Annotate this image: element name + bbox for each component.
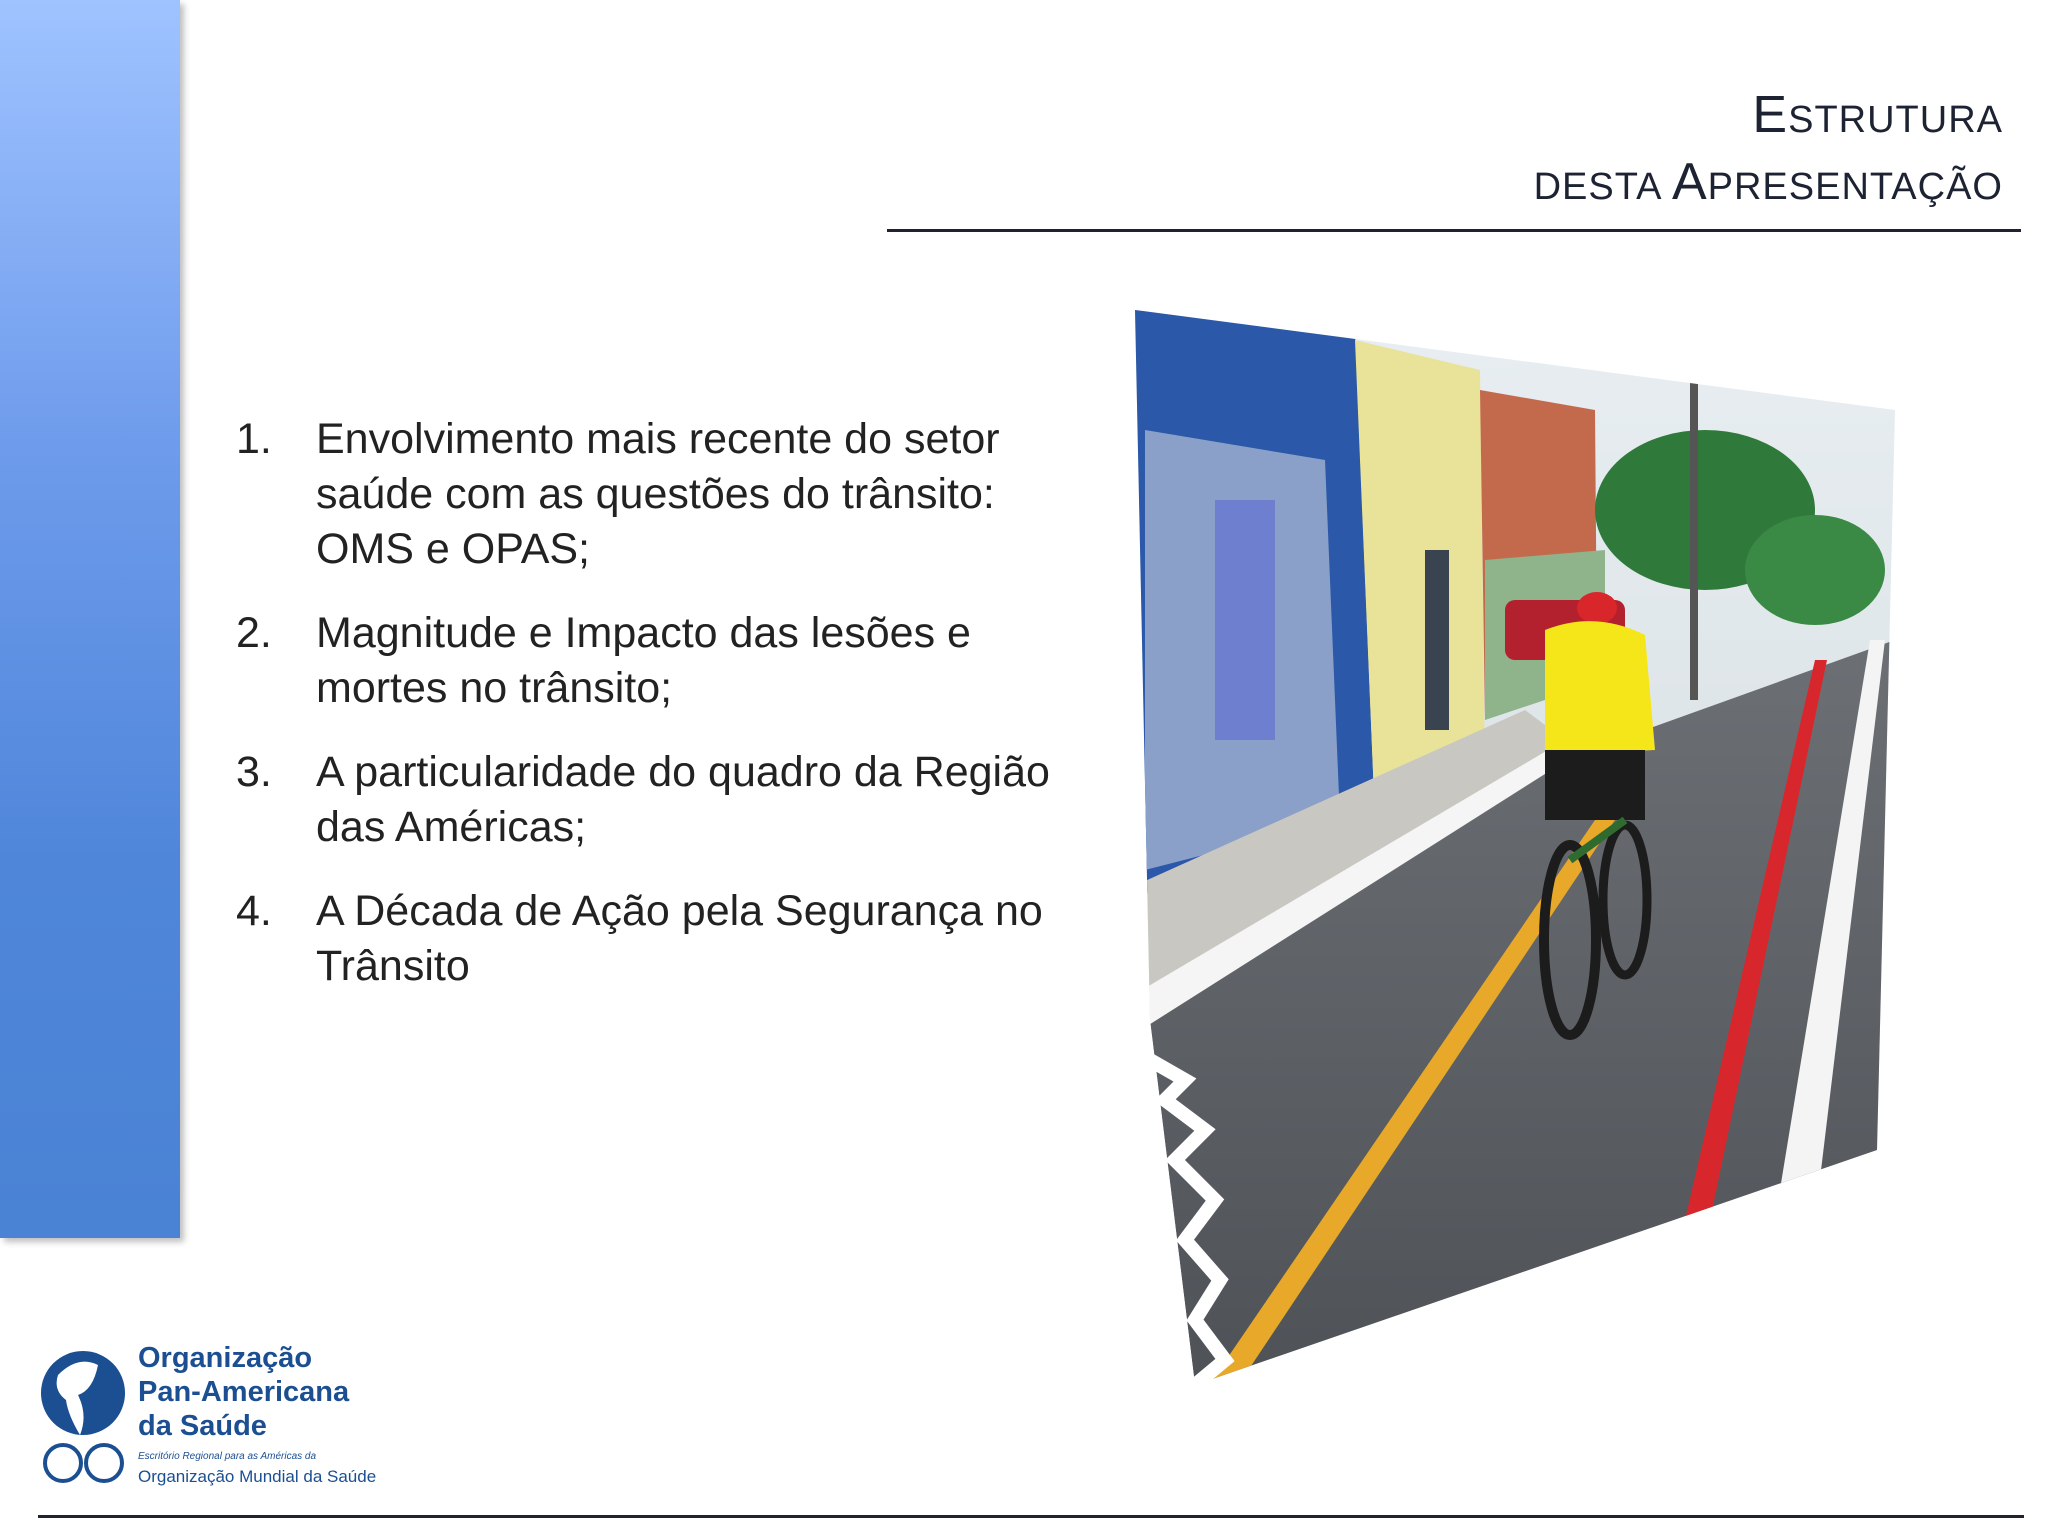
title-line-2-initial: A: [1671, 153, 1708, 211]
globe-icon: [38, 1335, 128, 1485]
title-line-2-rest: PRESENTAÇÃO: [1707, 166, 2003, 208]
title-line-1-initial: E: [1752, 86, 1789, 144]
cyclist-photo-illustration: [1125, 300, 1905, 1420]
title-line-1-rest: STRUTURA: [1788, 99, 2003, 141]
list-item: [236, 606, 1076, 716]
list-number: 1.: [236, 415, 272, 463]
list-text: A particularidade do quadro da Região das Américas;: [316, 748, 1050, 851]
slide-title: [1534, 84, 2003, 218]
title-line-2: [1534, 151, 2003, 218]
logo-line-2: Pan-Americana: [138, 1376, 350, 1408]
list-item: [236, 745, 1076, 855]
logo-wordmark: [138, 1341, 349, 1443]
list-text: Envolvimento mais recente do setor saúde com as questões do trânsito: OMS e OPAS;: [316, 415, 1000, 573]
list-text: Magnitude e Impacto das lesões e mortes no trânsito;: [316, 609, 971, 712]
logo-line-1: Organização: [138, 1342, 313, 1374]
logo-subtitle-2: Organização Mundial da Saúde: [138, 1467, 377, 1486]
footer-divider: [38, 1515, 2024, 1518]
paho-logo: [38, 1335, 378, 1495]
left-accent-bar: [0, 0, 180, 1238]
title-line-2-a: DESTA: [1533, 166, 1672, 208]
title-divider: [887, 229, 2021, 232]
list-number: 3.: [236, 748, 272, 796]
list-number: 2.: [236, 609, 272, 657]
cyclist-photo: [1125, 300, 1905, 1420]
logo-subtitle: Escritório Regional para as Américas da: [138, 1451, 317, 1462]
list-text: A Década de Ação pela Segurança no Trânsito: [316, 887, 1043, 990]
list-item: [236, 884, 1076, 994]
topic-list: [236, 412, 1076, 1023]
list-item: [236, 412, 1076, 577]
title-line-1: [1534, 84, 2003, 151]
logo-line-3: da Saúde: [138, 1410, 267, 1442]
list-number: 4.: [236, 887, 272, 935]
